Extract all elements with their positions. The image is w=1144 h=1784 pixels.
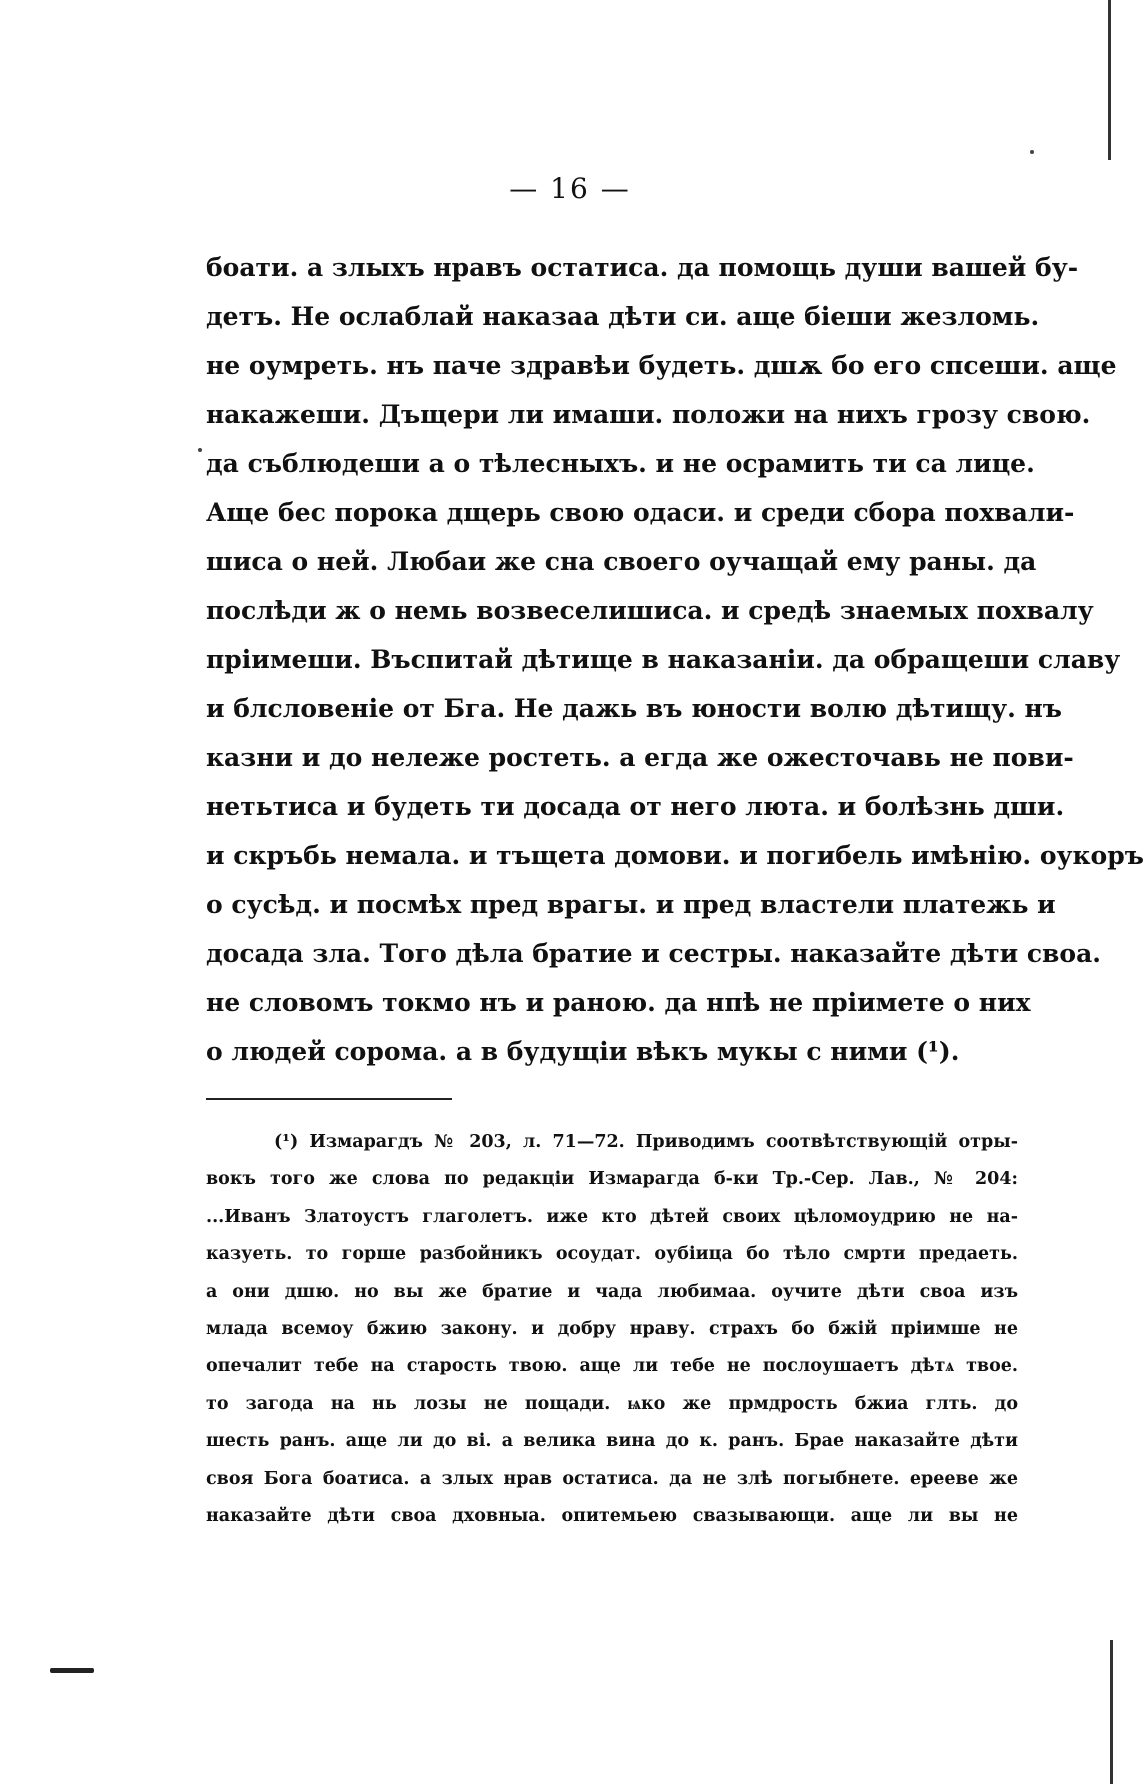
main-text-line: шиса о ней. Любаи же сна своего оучащай ему раны. да [206,547,1037,576]
footnote-block [206,1124,1018,1535]
footnote-line: а они дшю. но вы же братие и чада любимаа. оучите дѣти своа изъ [206,1281,1018,1302]
margin-dash-mark [50,1668,94,1673]
main-text-line: послѣди ж о немь возвеселишиса. и средѣ знаемых похвалу [206,596,1094,625]
main-text-line: детъ. Не ослаблай наказаа дѣти си. аще біеши жезломь. [206,302,1040,331]
footnote-line: казуеть. то горше разбойникъ осоудат. оубіица бо тѣло смрти предаеть. [206,1244,1018,1265]
main-text-line: не оумреть. нъ паче здравѣи будеть. дшѫ бо его спсеши. аще [206,351,1117,380]
footnote-separator [206,1098,452,1100]
main-text-line: не словомъ токмо нъ и раною. да нпѣ не пріимете о них [206,988,1031,1017]
footnote-line: опечалит тебе на старость твою. аще ли тебе не послоушаетъ дѣтѧ твое. [206,1356,1018,1377]
footnote-line: шесть ранъ. аще ли до ві. а велика вина до к. ранъ. Брае наказайте дѣти [206,1431,1018,1452]
footnote-line: своя Бога боатиса. а злых нрав остатиса. да не злѣ погыбнете. ерееве же [206,1468,1018,1489]
main-text-line: и блсловеніе от Бга. Не дажь въ юности волю дѣтищу. нъ [206,694,1062,723]
main-text-line: нетьтиса и будеть ти досада от него люта. и болѣзнь дши. [206,792,1065,821]
main-text-block [206,243,1144,1076]
footnote-line: (¹) Измарагдъ № 203, л. 71—72. Приводимъ соотвѣтствующій отры- [274,1132,1018,1152]
scan-speck [198,448,202,452]
page-edge-rule-bottom [1110,1640,1113,1784]
footnote-line: то загода на нь лозы не пощади. ѩко же прмдрость бжиа глть. до [206,1393,1018,1414]
main-text-line: да съблюдеши а о тѣлесныхъ. и не осрамить ти са лице. [206,449,1035,478]
main-text-line: боати. а злыхъ нравъ остатиса. да помощь души вашей бу- [206,253,1079,282]
footnote-line: вокъ того же слова по редакціи Измарагда б-ки Тр.-Сер. Лав., № 204: [206,1169,1018,1190]
main-text-line: о людей сорома. а в будущіи вѣкъ мукы с ними (¹). [206,1037,960,1066]
main-text-line: и скръбь немала. и тъщета домови. и погибель имѣнію. оукоръ [206,841,1144,870]
main-text-line: Аще бес порока дщерь свою одаси. и среди сбора похвали- [206,498,1075,527]
footnote-line: наказайте дѣти своа дховныа. опитемьею свазывающи. аще ли вы не [206,1505,1018,1526]
main-text-line: казни и до нележе ростеть. а егда же ожесточавь не пови- [206,743,1074,772]
main-text-line: о сусѣд. и посмѣх пред врагы. и пред властели платежь и [206,890,1056,919]
main-text-line: накажеши. Дъщери ли имаши. положи на нихъ грозу свою. [206,400,1091,429]
scan-speck [1030,150,1034,154]
main-text-line: досада зла. Того дѣла братие и сестры. наказайте дѣти своа. [206,939,1101,968]
page-edge-rule-top [1108,0,1111,160]
footnote-line: ...Иванъ Златоустъ глаголетъ. иже кто дѣтей своих цѣломоудрию не на- [206,1206,1018,1227]
footnote-line: млада всемоу бжию закону. и добру нраву. страхъ бо бжій пріимше не [206,1318,1018,1339]
main-text-line: пріимеши. Въспитай дѣтище в наказаніи. да обращеши славу [206,645,1121,674]
page-number: — 16 — [509,172,631,205]
